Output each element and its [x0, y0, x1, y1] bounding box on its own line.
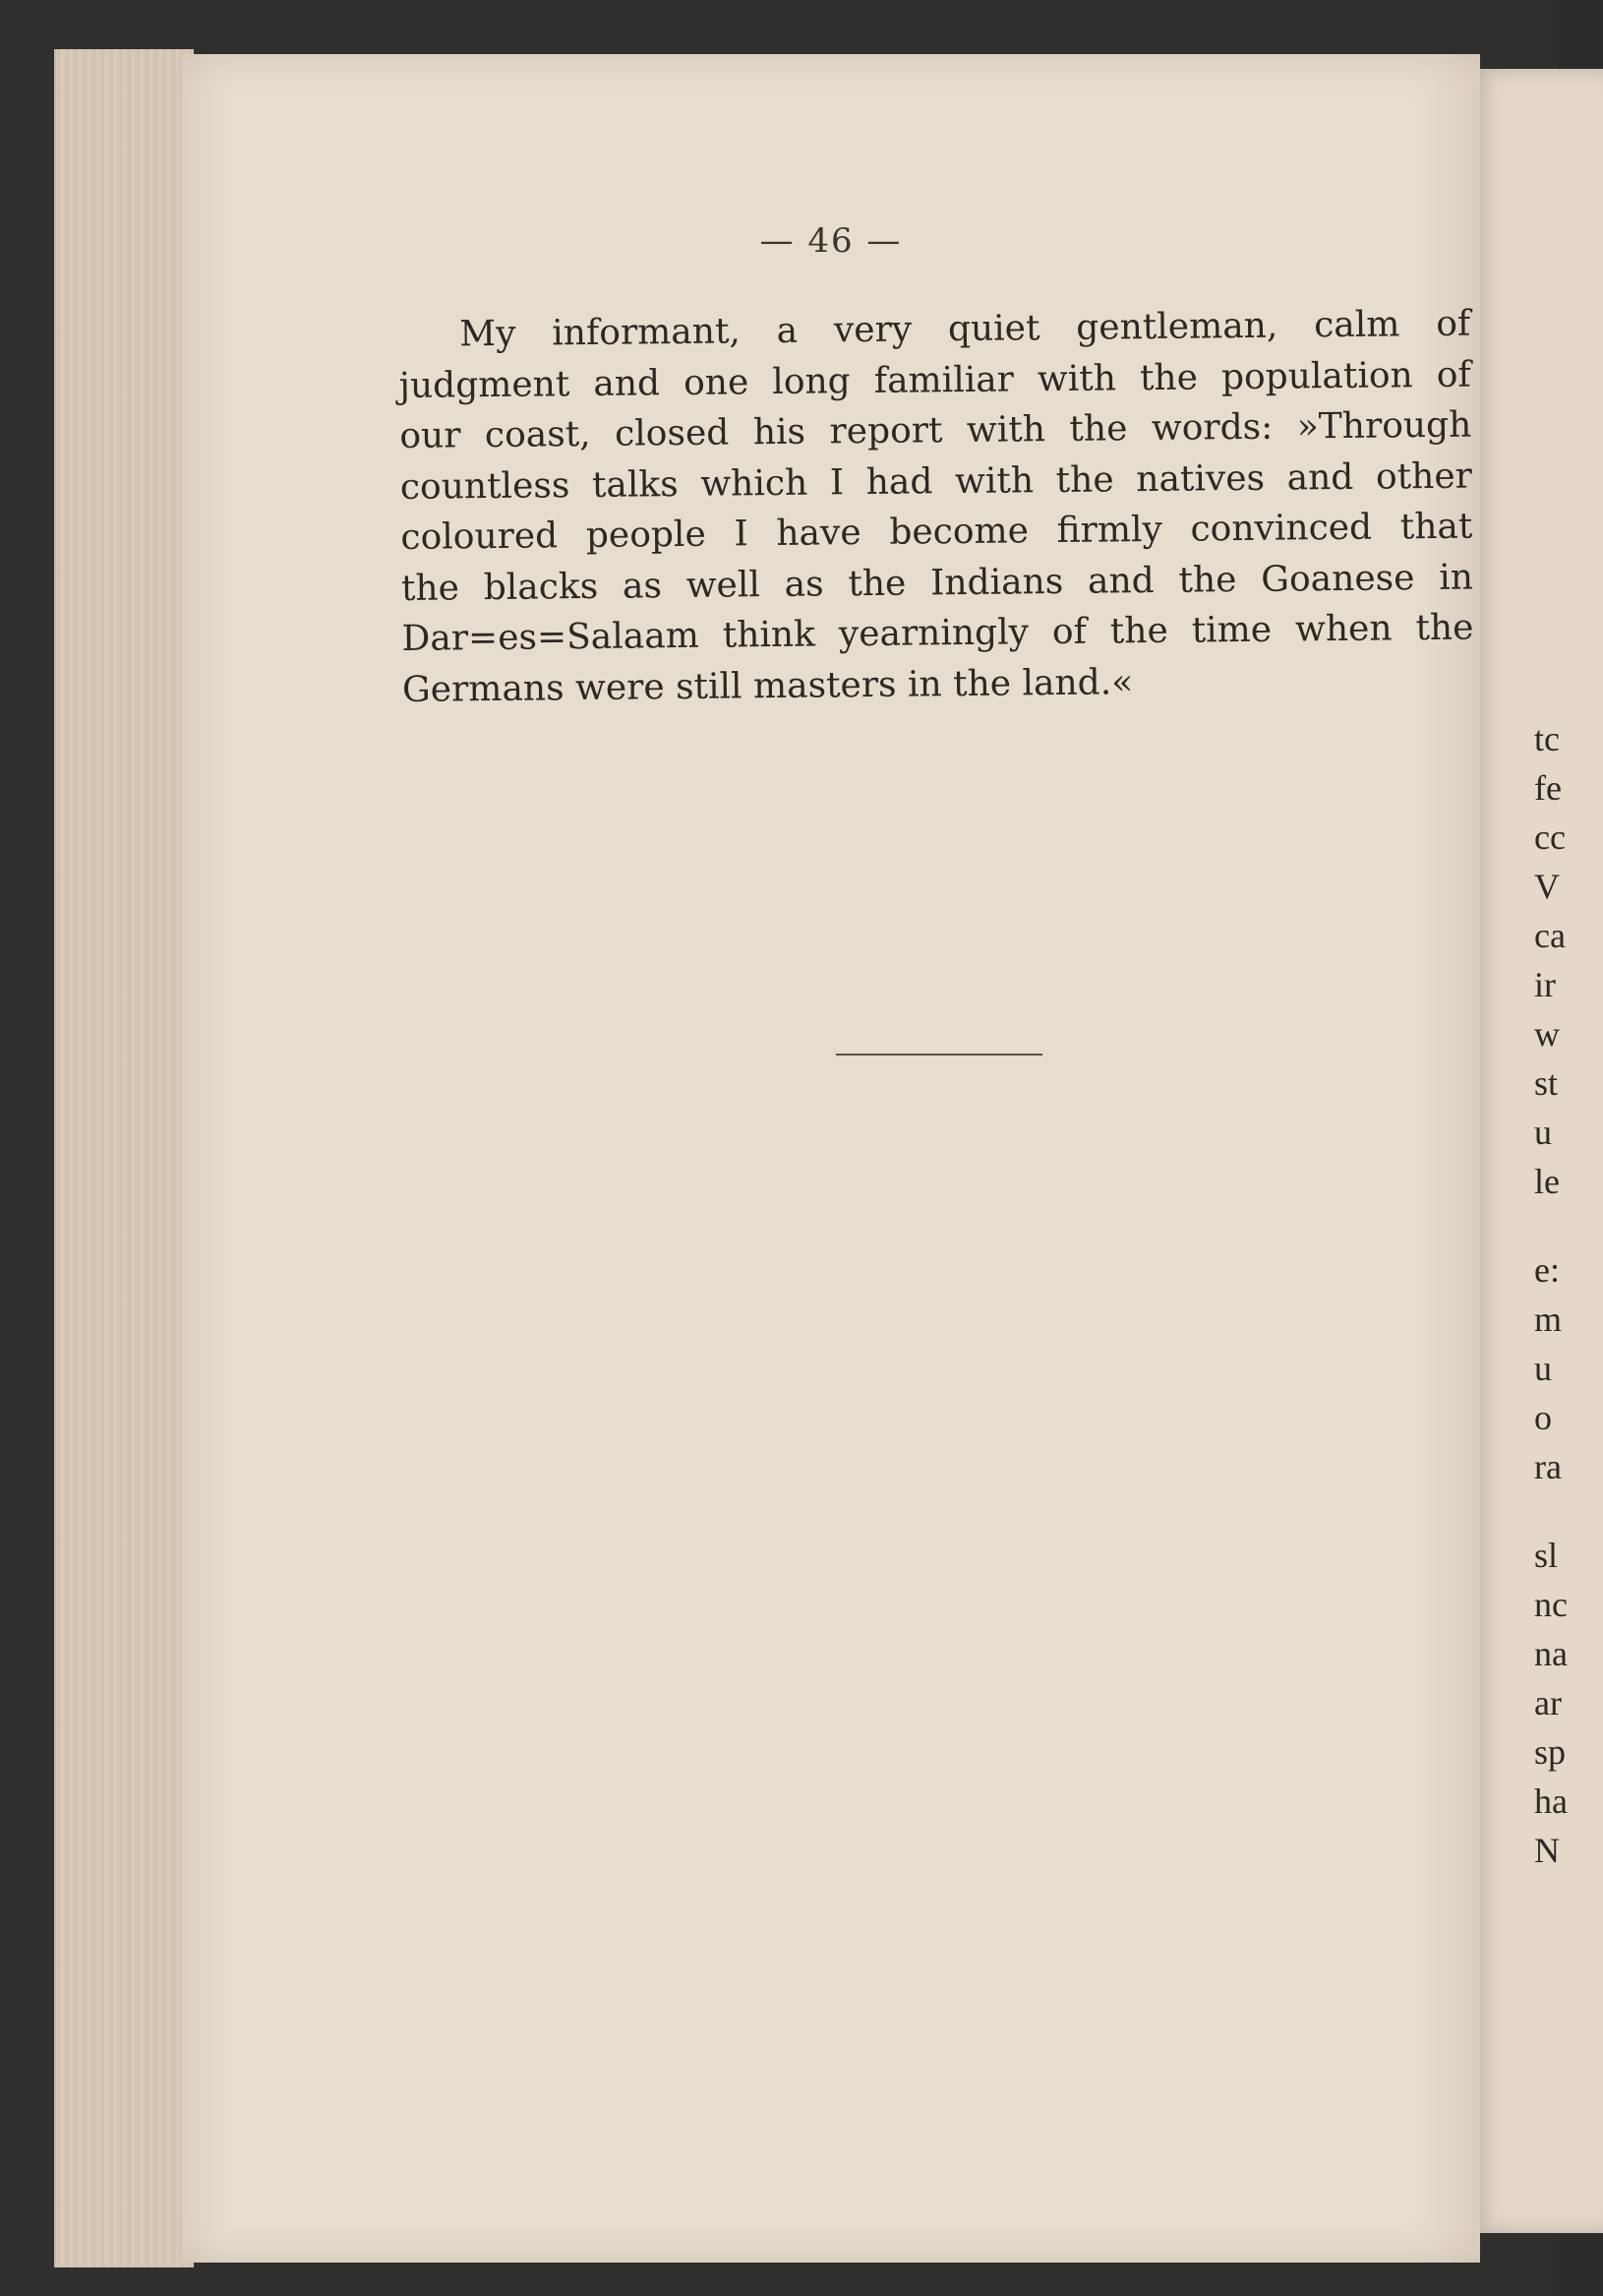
- next-page-fragment: fe: [1534, 768, 1562, 808]
- next-page-fragment: ir: [1534, 965, 1556, 1004]
- next-page-fragment: e:: [1534, 1250, 1560, 1290]
- next-page-fragment: ha: [1534, 1782, 1568, 1821]
- next-page-fragment: o: [1534, 1398, 1552, 1437]
- paragraph-line: My informant, a very quiet gentleman, calm of: [459, 303, 1471, 355]
- paragraph-line: coloured people I have become firmly convinced that: [400, 506, 1473, 558]
- paragraph-line: our coast, closed his report with the words: »Through: [399, 404, 1472, 456]
- next-page-fragment: w: [1534, 1014, 1560, 1054]
- paragraph: [398, 299, 1474, 715]
- next-page-fragment: na: [1534, 1634, 1568, 1673]
- paragraph-line: the blacks as well as the Indians and the Goanese in: [400, 557, 1474, 609]
- next-page-fragment: le: [1534, 1162, 1560, 1201]
- paragraph-line: Germans were still masters in the land.«: [401, 661, 1134, 710]
- next-page-fragment: ar: [1534, 1683, 1562, 1722]
- next-page-fragment: st: [1534, 1063, 1559, 1103]
- stacked-page-edges: [54, 49, 194, 2267]
- next-page-fragment: u: [1534, 1349, 1552, 1388]
- paragraph-line: judgment and one long familiar with the population of: [398, 354, 1471, 406]
- paragraph-line: Dar=es=Salaam think yearningly of the time when the: [401, 607, 1474, 659]
- next-page-fragment: m: [1534, 1299, 1563, 1339]
- next-page-fragment: cc: [1534, 817, 1566, 857]
- next-page-fragment: u: [1534, 1113, 1552, 1152]
- page-number: — 46 —: [759, 221, 903, 261]
- next-page-edge: [1465, 69, 1603, 2233]
- next-page-fragment: ra: [1534, 1447, 1562, 1486]
- section-end-rule: [836, 1054, 1042, 1056]
- next-page-fragment: nc: [1534, 1585, 1568, 1624]
- next-page-fragment: sl: [1534, 1536, 1559, 1575]
- next-page-fragment: tc: [1534, 719, 1560, 758]
- next-page-fragment: ca: [1534, 916, 1566, 955]
- paragraph-line: countless talks which I had with the natives and other: [399, 455, 1473, 508]
- next-page-fragment: V: [1534, 867, 1560, 906]
- next-page-fragment: N: [1534, 1831, 1560, 1870]
- next-page-fragment: sp: [1534, 1732, 1567, 1772]
- book-page: [182, 54, 1480, 2263]
